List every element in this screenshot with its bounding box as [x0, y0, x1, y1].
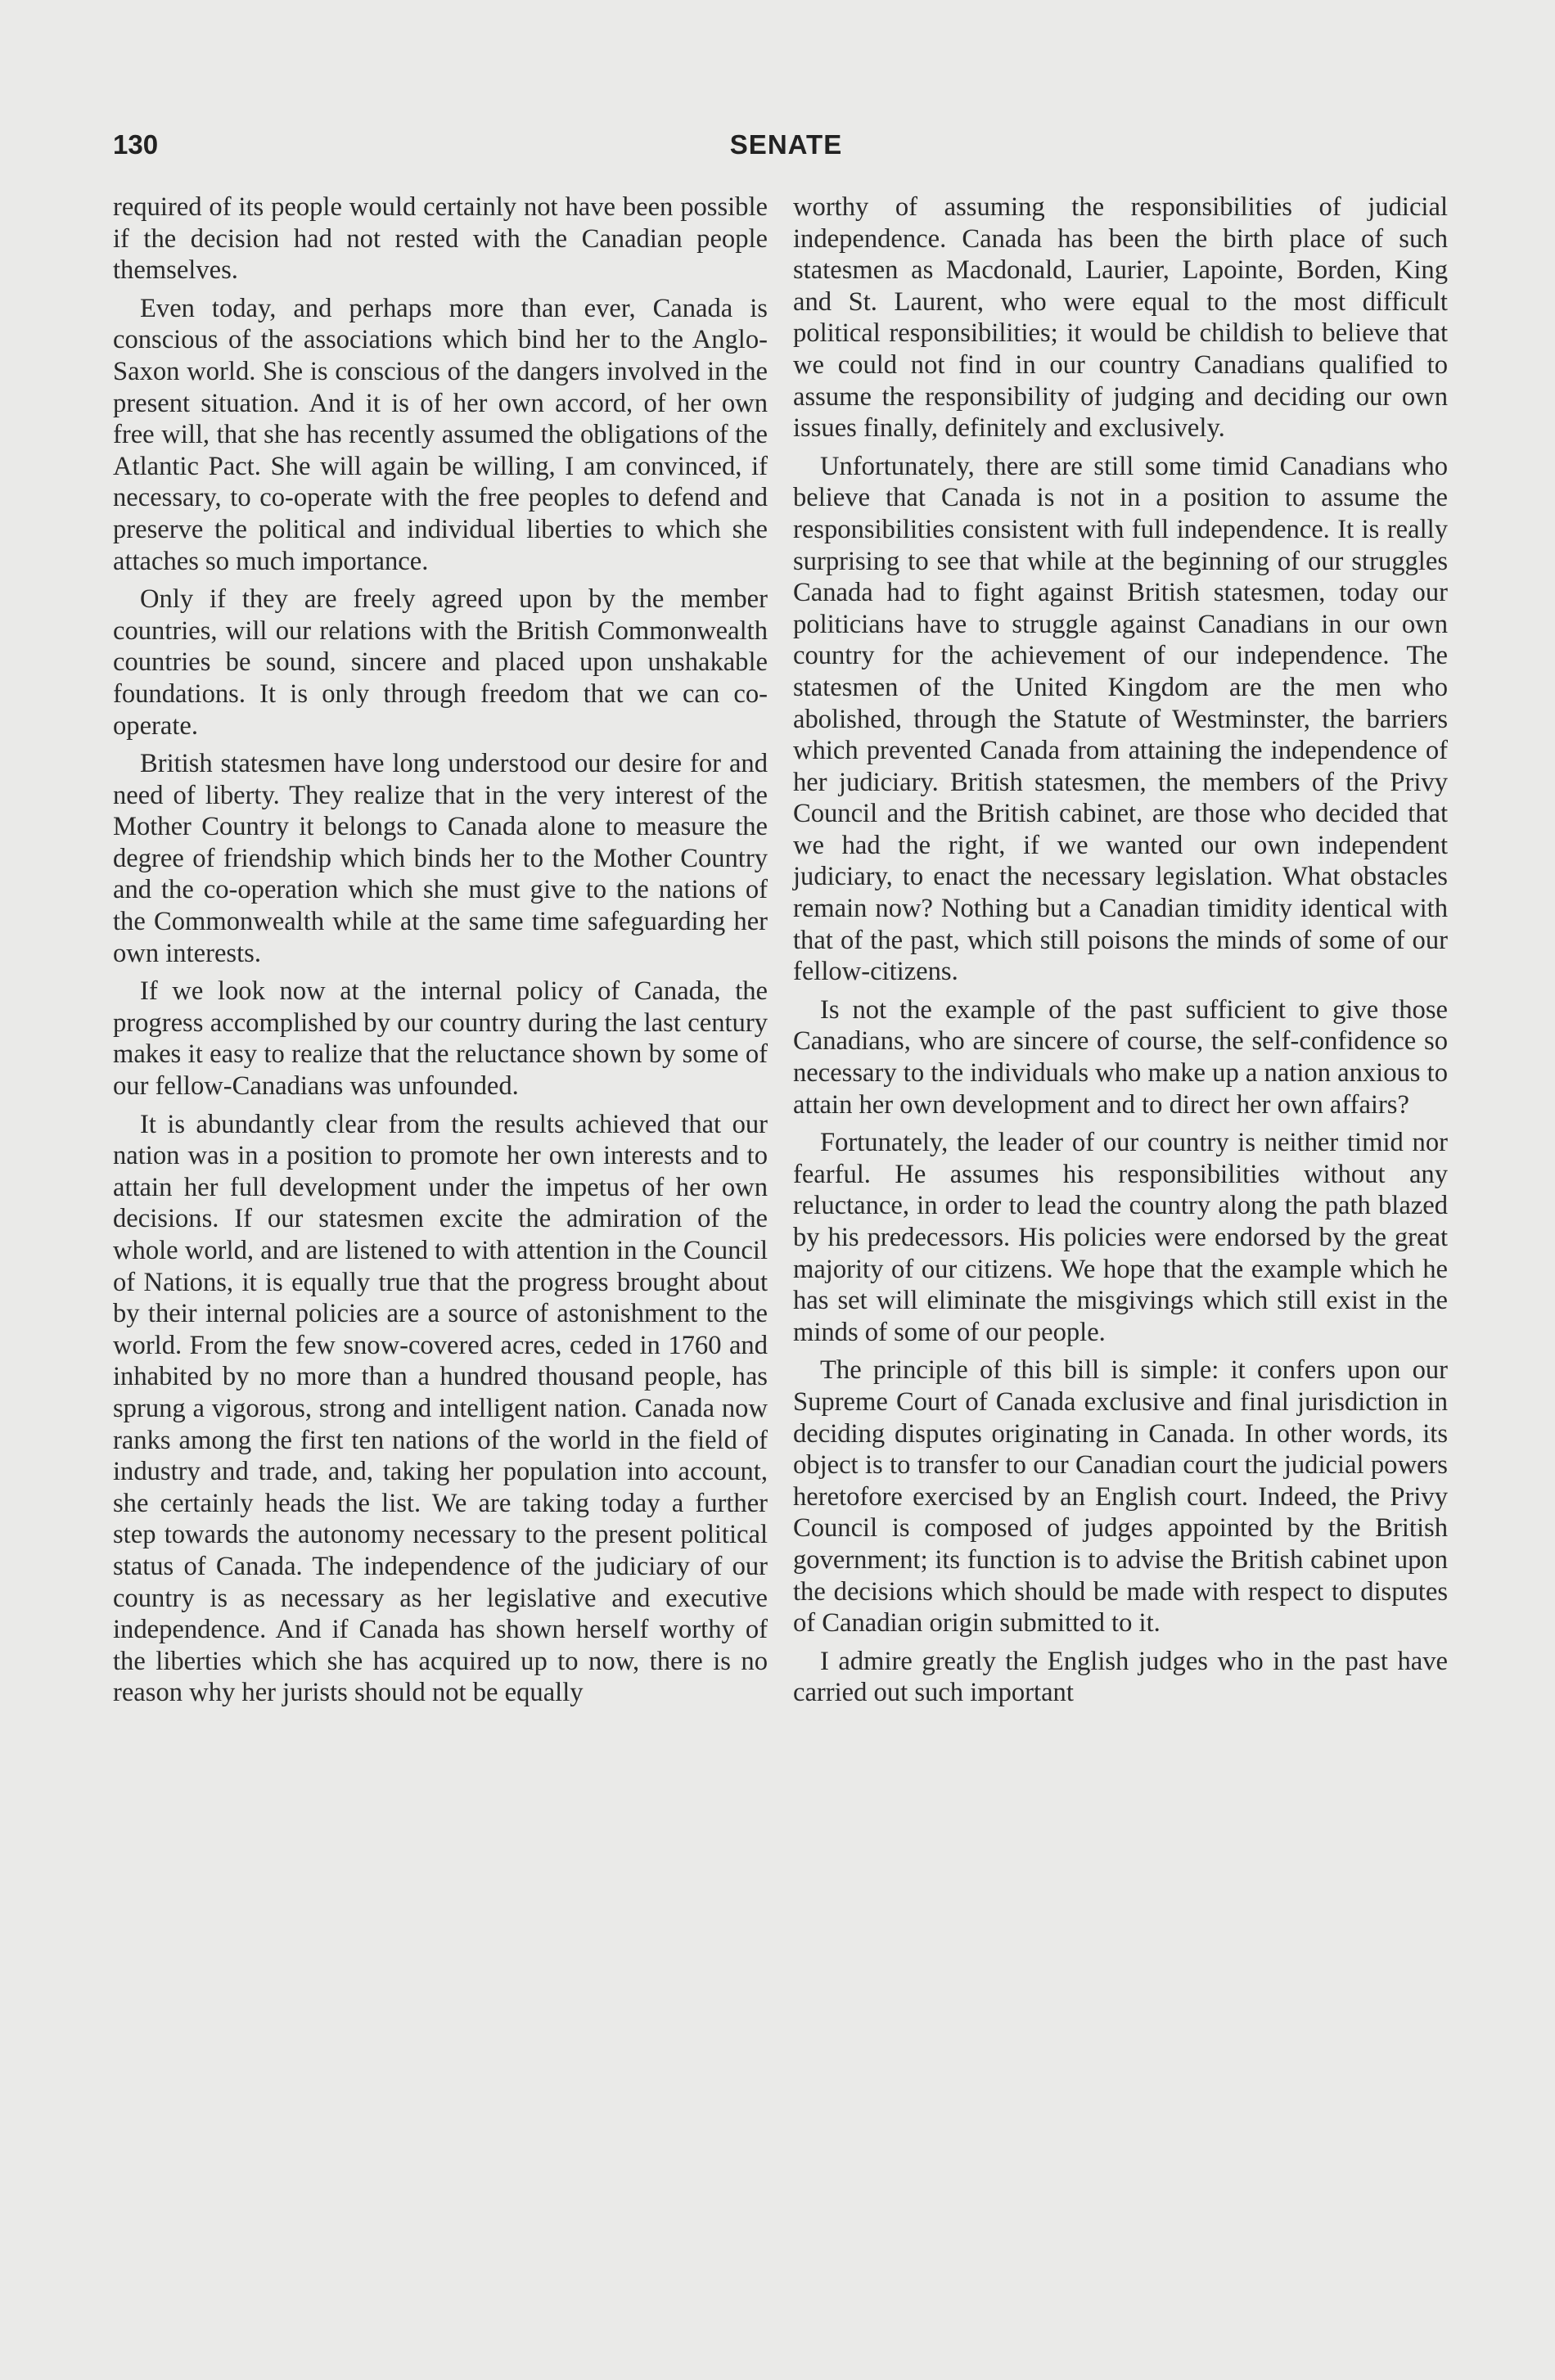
paragraph: Fortunately, the leader of our country is neither timid nor fearful. He assumes his responsibilities without any reluctance, in order to lead the country along the path blazed by his predecessors. His policies were endorsed by the great majority of our citizens. We hope that the example which he has set will eliminate the misgivings which still exist in the minds of some of our people. — [793, 1128, 1448, 1347]
paragraph: required of its people would certainly not have been possible if the decision had not rested with the Canadian people themselves. — [113, 192, 768, 286]
running-head: SENATE — [729, 129, 843, 160]
left-column — [113, 192, 768, 1715]
right-column — [793, 192, 1448, 1715]
page-header — [113, 129, 1459, 170]
paragraph: Even today, and perhaps more than ever, Canada is conscious of the associations which bind her to the Anglo-Saxon world. She is conscious of the dangers involved in the present situation. And it is of her own accord, of her own free will, that she has recently assumed the obligations of the Atlantic Pact. She will again be willing, I am convinced, if necessary, to co-operate with the free peoples to defend and preserve the political and individual liberties to which she attaches so much importance. — [113, 293, 768, 576]
paragraph: If we look now at the internal policy of Canada, the progress accomplished by our country during the last century makes it easy to realize that the reluctance shown by some of our fellow-Canadians was unfounded. — [113, 976, 768, 1102]
paragraph: worthy of assuming the responsibilities of judicial independence. Canada has been the birth place of such statesmen as Macdonald, Laurier, Lapointe, Borden, King and St. Laurent, who were equal to the most difficult political responsibilities; it would be childish to believe that we could not find in our country Canadians qualified to assume the responsibility of judging and deciding our own issues finally, definitely and exclusively. — [793, 192, 1448, 444]
paragraph: British statesmen have long understood our desire for and need of liberty. They realize that in the very interest of the Mother Country it belongs to Canada alone to measure the degree of friendship which binds her to the Mother Country and the co-operation which she must give to the nations of the Commonwealth while at the same time safeguarding her own interests. — [113, 749, 768, 968]
paragraph: The principle of this bill is simple: it confers upon our Supreme Court of Canada exclusive and final jurisdiction in deciding disputes originating in Canada. In other words, its object is to transfer to our Canadian court the judicial powers heretofore exercised by an English court. Indeed, the Privy Council is composed of judges appointed by the British government; its function is to advise the British cabinet upon the decisions which should be made with respect to disputes of Canadian origin submitted to it. — [793, 1355, 1448, 1639]
paragraph: I admire greatly the English judges who in the past have carried out such important — [793, 1646, 1448, 1708]
paragraph: Only if they are freely agreed upon by the member countries, will our relations with the British Commonwealth countries be sound, sincere and placed upon unshakable foundations. It is only through freedom that we can co-operate. — [113, 584, 768, 741]
paragraph: Unfortunately, there are still some timid Canadians who believe that Canada is not in a position to assume the responsibilities consistent with full independence. It is really surprising to see that while at the beginning of our struggles Canada had to fight against British statesmen, today our politicians have to struggle against Canadians in our own country for the achievement of our independence. The statesmen of the United Kingdom are the men who abolished, through the Statute of Westminster, the barriers which prevented Canada from attaining the independence of her judiciary. British statesmen, the members of the Privy Council and the British cabinet, are those who decided that we had the right, if we wanted our own independent judiciary, to enact the necessary legislation. What obstacles remain now? Nothing but a Canadian timidity identical with that of the past, which still poisons the minds of some of our fellow-citizens. — [793, 451, 1448, 987]
page-number: 130 — [113, 129, 159, 160]
paragraph: It is abundantly clear from the results achieved that our nation was in a position to promote her own interests and to attain her full development under the impetus of her own decisions. If our statesmen excite the admiration of the whole world, and are listened to with attention in the Council of Nations, it is equally true that the progress brought about by their internal policies are a source of astonishment to the world. From the few snow-covered acres, ceded in 1760 and inhabited by no more than a hundred thousand people, has sprung a vigorous, strong and intelligent nation. Canada now ranks among the first ten nations of the world in the field of industry and trade, and, taking her population into account, she certainly heads the list. We are taking today a further step towards the autonomy necessary to the present political status of Canada. The independence of the judiciary of our country is as necessary as her legislative and executive independence. And if Canada has shown herself worthy of the liberties which she has acquired up to now, there is no reason why her jurists should not be equally — [113, 1109, 768, 1708]
paragraph: Is not the example of the past sufficient to give those Canadians, who are sincere of course, the self-confidence so necessary to the individuals who make up a nation anxious to attain her own development and to direct her own affairs? — [793, 994, 1448, 1120]
